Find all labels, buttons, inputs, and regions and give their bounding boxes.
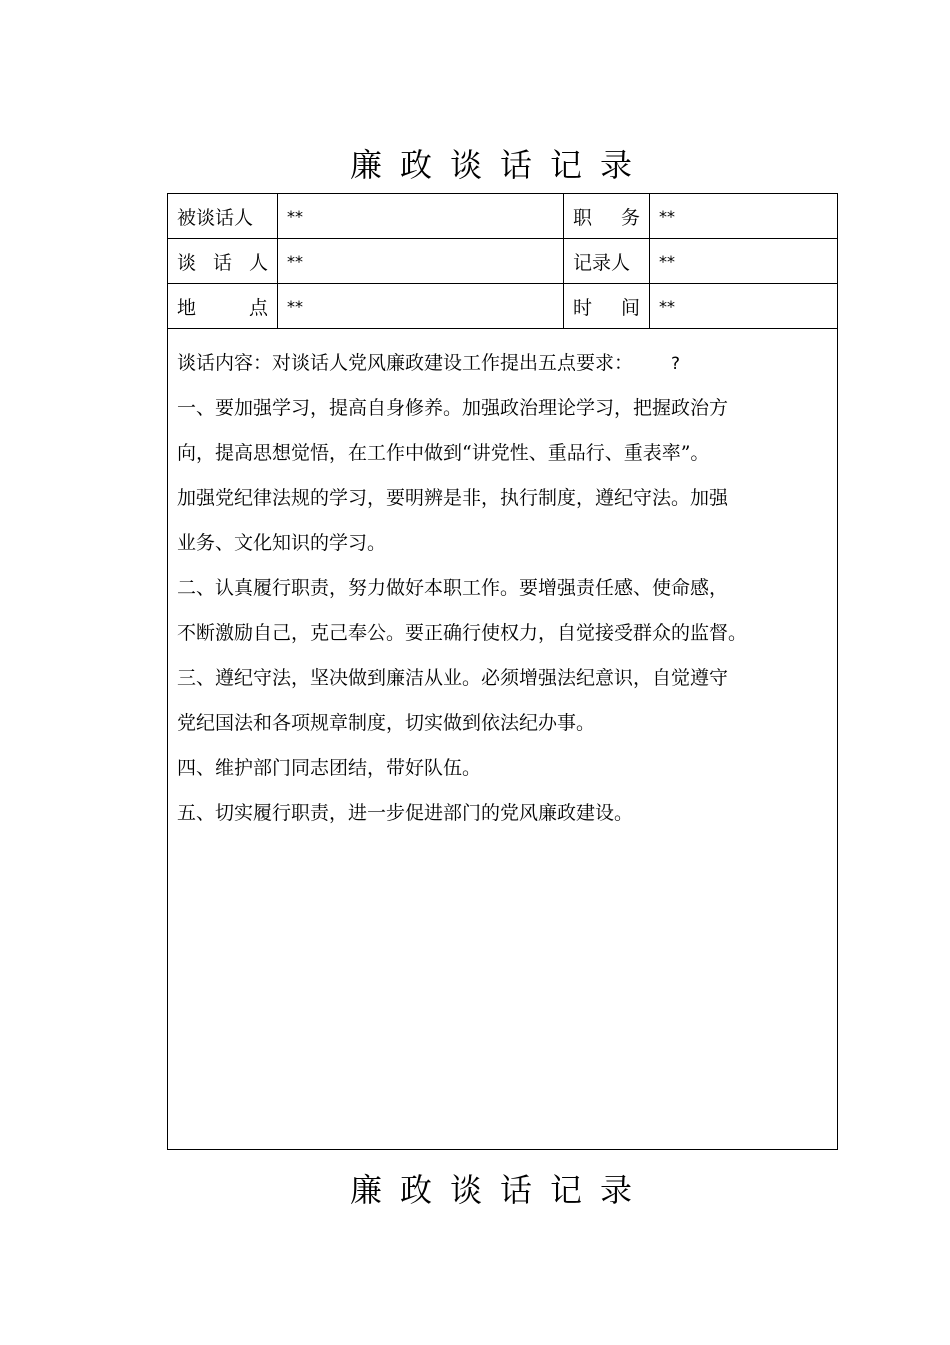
recorder-value: ** — [650, 239, 838, 284]
position-label: 职 务 — [564, 194, 650, 239]
content-intro — [177, 341, 828, 386]
document-title-repeat: 廉政谈话记录 — [349, 1171, 650, 1209]
content-line: 四、维护部门同志团结，带好队伍。 — [177, 757, 482, 779]
table-row — [168, 239, 838, 284]
content-line: 三、遵纪守法，坚决做到廉洁从业。必须增强法纪意识，自觉遵守 — [177, 667, 729, 689]
interviewee-value: ** — [278, 194, 564, 239]
talk-content-cell — [168, 329, 838, 1150]
document-title: 廉政谈话记录 — [349, 146, 650, 184]
content-line: 业务、文化知识的学习。 — [177, 532, 387, 554]
location-label: 地 点 — [168, 284, 278, 329]
time-value: ** — [650, 284, 838, 329]
recorder-label: 记录人 — [564, 239, 650, 284]
content-line: 二、认真履行职责，努力做好本职工作。要增强责任感、使命感， — [177, 577, 729, 599]
content-line: 加强党纪律法规的学习，要明辨是非，执行制度，遵纪守法。加强 — [177, 487, 729, 509]
content-line: 党纪国法和各项规章制度，切实做到依法纪办事。 — [177, 712, 596, 734]
talk-record-table — [167, 193, 838, 1150]
interviewee-label: 被谈话人 — [168, 194, 278, 239]
interviewer-value: ** — [278, 239, 564, 284]
content-line: 五、切实履行职责，进一步促进部门的党风廉政建设。 — [177, 802, 634, 824]
content-line: 一、要加强学习，提高自身修养。加强政治理论学习，把握政治方 — [177, 397, 729, 419]
content-intro-text: 谈话内容：对谈话人党风廉政建设工作提出五点要求： — [177, 352, 634, 374]
interviewer-label: 谈 话 人 — [168, 239, 278, 284]
content-row — [168, 329, 838, 1150]
content-line: 向，提高思想觉悟，在工作中做到“讲党性、重品行、重表率”。 — [177, 442, 710, 464]
table-row — [168, 194, 838, 239]
content-line: 不断激励自己，克己奉公。要正确行使权力，自觉接受群众的监督。 — [177, 622, 748, 644]
position-value: ** — [650, 194, 838, 239]
time-label: 时 间 — [564, 284, 650, 329]
content-intro-mark: ? — [671, 354, 681, 374]
location-value: ** — [278, 284, 564, 329]
table-row — [168, 284, 838, 329]
